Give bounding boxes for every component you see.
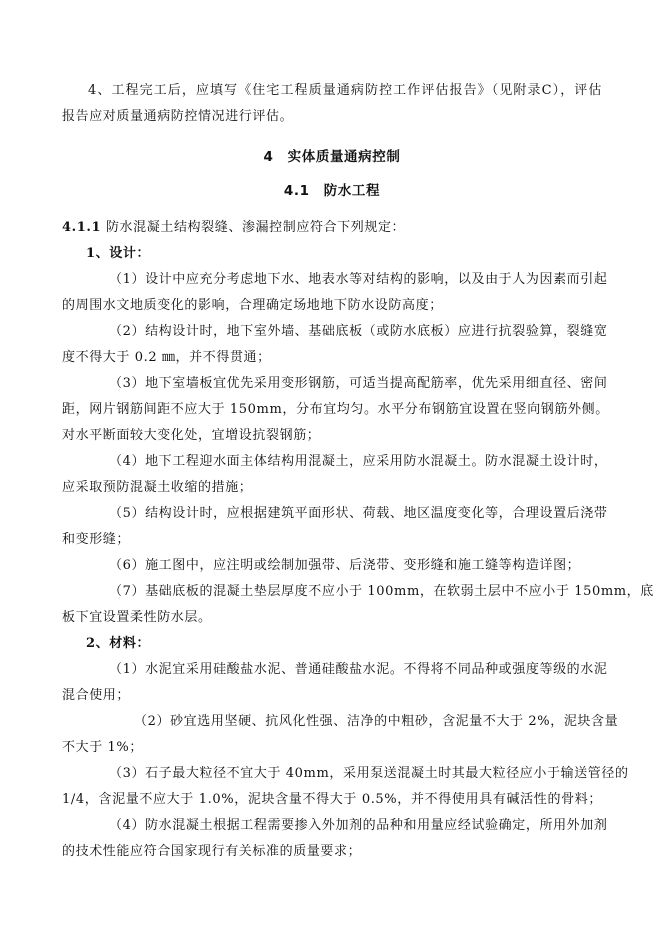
design-item-line: （4）地下工程迎水面主体结构用混凝土，应采用防水混凝土。防水混凝土设计时， <box>109 454 608 469</box>
materials-item-line: 混合使用； <box>62 688 131 703</box>
design-item-line: 距，网片钢筋间距不应大于 150mm，分布宜均匀。水平分布钢筋宜设置在竖向钢筋外侧。 <box>62 402 609 417</box>
design-item-line: 和变形缝； <box>62 532 131 547</box>
section-heading: 4.1 防水工程 <box>283 183 381 199</box>
materials-item-line: 的技术性能应符合国家现行有关标准的质量要求； <box>62 844 362 859</box>
clause-text: 防水混凝土结构裂缝、渗漏控制应符合下列规定： <box>105 220 406 235</box>
design-item-line: （6）施工图中，应注明或绘制加强带、后浇带、变形缝和施工缝等构造详图； <box>109 558 581 573</box>
clause-4-1-1 <box>62 218 602 238</box>
design-item-line: （5）结构设计时，应根据建筑平面形状、荷载、地区温度变化等，合理设置后浇带 <box>109 506 608 521</box>
materials-item-line: （4）防水混凝土根据工程需要掺入外加剂的品种和用量应经试验确定，所用外加剂 <box>109 818 608 833</box>
intro-paragraph-line: 4、工程完工后，应填写《住宅工程质量通病防控工作评估报告》（见附录C），评估 <box>88 83 602 98</box>
design-item-line: 的周围水文地质变化的影响，合理确定场地地下防水设防高度； <box>62 298 443 313</box>
materials-item-line: （3）石子最大粒径不宜大于 40mm，采用泵送混凝土时其最大粒径应小于输送管径的 <box>109 766 629 781</box>
design-item-line: 板下宜设置柔性防水层。 <box>62 610 212 625</box>
materials-item-line: 1/4，含泥量不应大于 1.0%，泥块含量不得大于 0.5%，并不得使用具有碱活性的骨料； <box>62 792 602 807</box>
design-item-line: 度不得大于 0.2 ㎜，并不得贯通； <box>62 350 271 365</box>
design-heading: 1、设计： <box>86 246 151 261</box>
intro-paragraph-line: 报告应对质量通病防控情况进行评估。 <box>62 109 294 124</box>
materials-item-line: （1）水泥宜采用硅酸盐水泥、普通硅酸盐水泥。不得将不同品种或强度等级的水泥 <box>109 662 608 677</box>
design-item-line: 应采取预防混凝土收缩的措施； <box>62 480 253 495</box>
materials-item-line: （2）砂宜选用坚硬、抗风化性强、洁净的中粗砂，含泥量不大于 2%，泥块含量 <box>134 714 619 729</box>
design-item-line: （3）地下室墙板宜优先采用变形钢筋，可适当提高配筋率，优先采用细直径、密间 <box>109 376 608 391</box>
materials-item-line: 不大于 1%； <box>62 740 143 755</box>
clause-number: 4.1.1 <box>62 220 102 235</box>
materials-heading: 2、材料： <box>86 636 151 651</box>
design-item-line: （2）结构设计时，地下室外墙、基础底板（或防水底板）应进行抗裂验算，裂缝宽 <box>109 324 608 339</box>
design-item-line: （7）基础底板的混凝土垫层厚度不应小于 100mm，在软弱土层中不应小于 150mm，底 <box>109 584 654 599</box>
design-item-line: 对水平断面较大变化处，宜增设抗裂钢筋； <box>62 428 321 443</box>
chapter-heading: 4 实体质量通病控制 <box>263 149 401 165</box>
design-item-line: （1）设计中应充分考虑地下水、地表水等对结构的影响，以及由于人为因素而引起 <box>109 272 608 287</box>
